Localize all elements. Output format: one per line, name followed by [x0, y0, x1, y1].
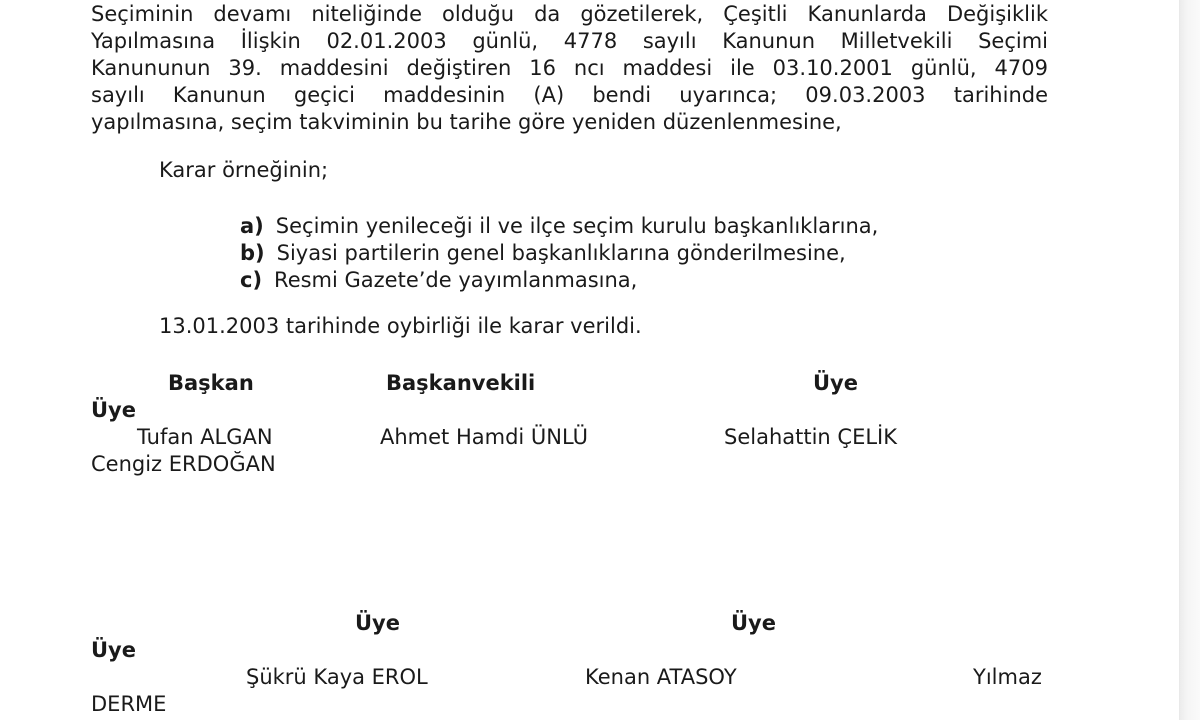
list-item-text: Resmi Gazete’de yayımlanmasına,	[274, 268, 638, 292]
signature-role-uye-left: Üye	[91, 398, 136, 422]
signature-name-derme: DERME	[91, 692, 167, 716]
karar-heading: Karar örneğinin;	[159, 158, 329, 182]
signature-name-selahattin-celik: Selahattin ÇELİK	[724, 425, 898, 449]
signature-name-sukru-kaya-erol: Şükrü Kaya EROL	[246, 665, 428, 689]
paragraph-line: Kanununun 39. maddesini değiştiren 16 ncı maddesi ile 03.10.2001 günlü, 4709	[91, 56, 1048, 80]
decision-list	[240, 213, 878, 294]
paragraph-line: Seçiminin devamı niteliğinde olduğu da gözetilerek, Çeşitli Kanunlarda Değişiklik	[91, 2, 1048, 26]
paragraph-line: Yapılmasına İlişkin 02.01.2003 günlü, 4778 sayılı Kanunun Milletvekili Seçimi	[91, 29, 1048, 53]
list-item-text: Siyasi partilerin genel başkanlıklarına gönderilmesine,	[276, 241, 846, 265]
page-edge-strip	[1179, 0, 1200, 720]
list-marker-a: a)	[240, 214, 264, 238]
signature-role-uye-2b: Üye	[731, 611, 776, 635]
paragraph-line: yapılmasına, seçim takviminin bu tarihe göre yeniden düzenlenmesine,	[91, 110, 842, 134]
signature-role-uye-2a: Üye	[355, 611, 400, 635]
signature-role-baskan: Başkan	[168, 371, 254, 395]
signature-name-tufan-algan: Tufan ALGAN	[137, 425, 273, 449]
signature-role-uye-2-left: Üye	[91, 638, 136, 662]
signature-role-uye: Üye	[813, 371, 858, 395]
list-item-text: Seçimin yenileceği il ve ilçe seçim kurulu başkanlıklarına,	[275, 214, 879, 238]
signature-name-yilmaz: Yılmaz	[973, 665, 1042, 689]
list-item-b	[240, 240, 878, 267]
signature-role-baskanvekili: Başkanvekili	[386, 371, 536, 395]
list-item-c	[240, 267, 878, 294]
decision-date-line: 13.01.2003 tarihinde oybirliği ile karar verildi.	[159, 314, 642, 338]
signature-name-ahmet-hamdi-unlu: Ahmet Hamdi ÜNLÜ	[380, 425, 589, 449]
signature-name-cengiz-erdogan: Cengiz ERDOĞAN	[91, 452, 276, 476]
signature-name-kenan-atasoy: Kenan ATASOY	[585, 665, 737, 689]
list-item-a	[240, 213, 878, 240]
body-paragraph	[91, 1, 1048, 136]
paragraph-line: sayılı Kanunun geçici maddesinin (A) bendi uyarınca; 09.03.2003 tarihinde	[91, 83, 1048, 107]
list-marker-c: c)	[240, 268, 263, 292]
list-marker-b: b)	[240, 241, 265, 265]
